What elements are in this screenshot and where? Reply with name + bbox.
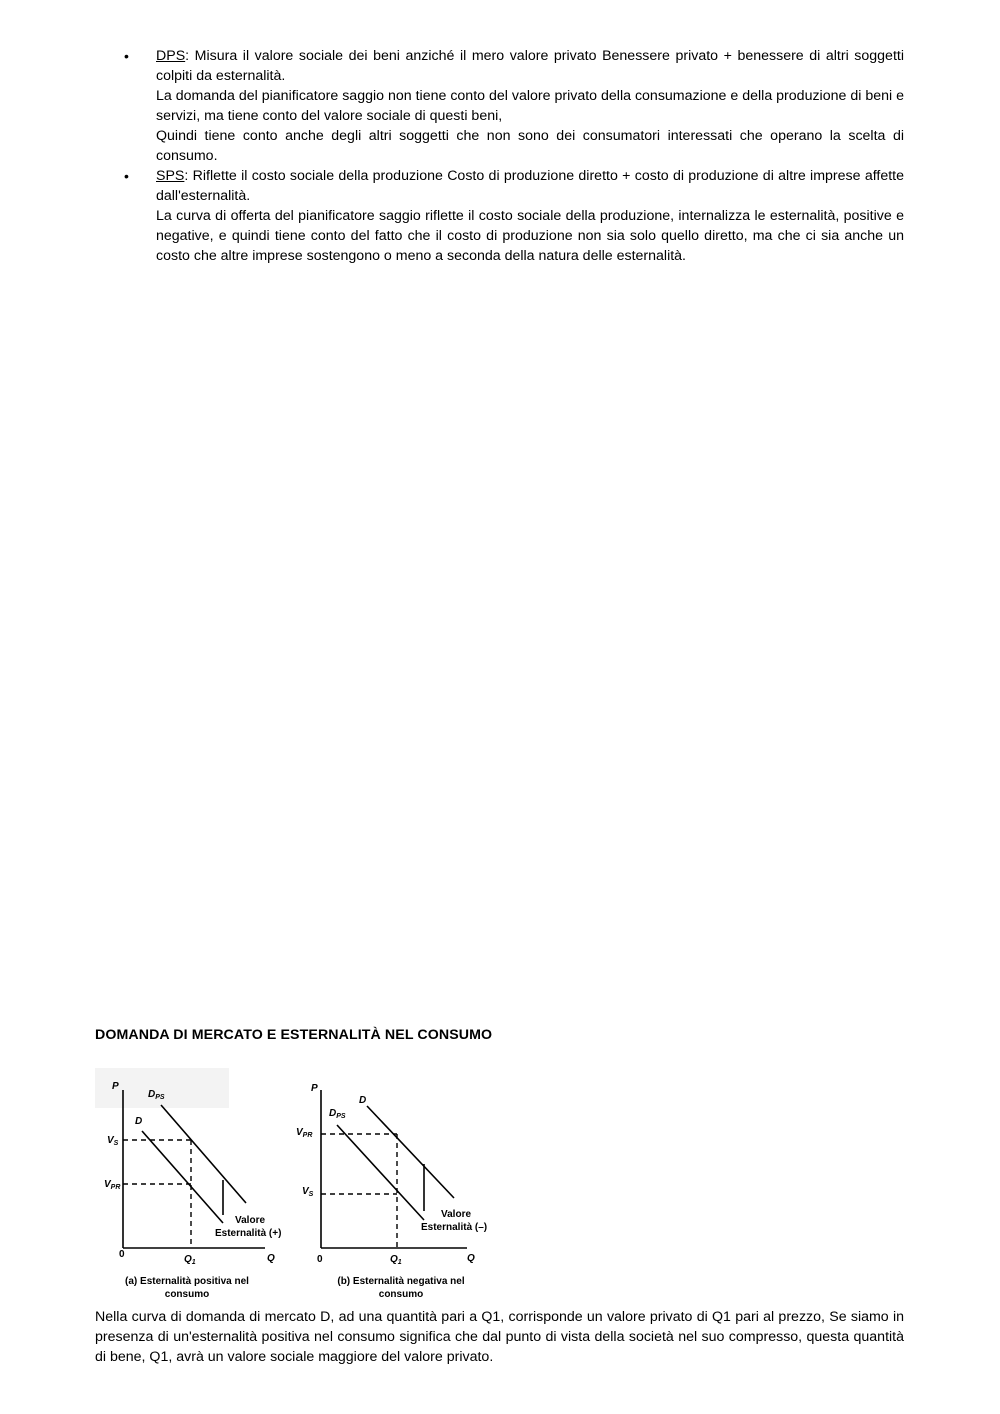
gap-label-line-2: Esternalità (–) <box>421 1222 488 1233</box>
caption-line-1: (b) Esternalità negativa nel <box>337 1276 465 1287</box>
bullet-paragraph: La curva di offerta del pianificatore saggio riflette il costo sociale della produzione, internalizza le esternalità, positive e negative, e quindi tiene conto del fatto che il costo di produzione non sia solo quello diretto, ma che ci sia anche un costo che altre imprese sostengono o meno a seconda della natura delle esternalità. <box>156 208 904 264</box>
bullet-term: SPS <box>156 168 185 184</box>
level-low-label: $V_{PR}$ <box>104 1179 121 1191</box>
y-axis-label: P <box>311 1083 318 1094</box>
bullet-lead-text: : Misura il valore sociale dei beni anziché il mero valore privato <box>185 48 603 64</box>
x-axis-label: Q <box>467 1253 475 1264</box>
bullet-dot: • <box>124 48 129 64</box>
bullet-lead-text: : Riflette il costo sociale della produzione <box>184 168 448 184</box>
x-axis-label: Q <box>267 1253 275 1264</box>
bullet-list <box>0 46 1000 266</box>
quantity-label: $Q_1$ <box>390 1254 402 1266</box>
bullet-term: DPS <box>156 48 186 64</box>
bullet-item-dps <box>0 46 1000 166</box>
bullet-body <box>156 166 904 266</box>
panel-a <box>95 1068 281 1300</box>
bullet-body <box>156 46 904 166</box>
caption-line-1: (a) Esternalità positiva nel <box>125 1276 249 1287</box>
bullet-lead-end: Benessere privato + benessere di altri soggetti colpiti da esternalità. <box>156 48 904 84</box>
bullet-lead <box>156 46 904 86</box>
gap-label-line-1: Valore <box>441 1209 472 1220</box>
externality-figure <box>95 1068 500 1304</box>
bullet-paragraph: La domanda del pianificatore saggio non tiene conto del valore privato della consumazione e della produzione di beni e servizi, ma tiene conto del valore sociale di questi beni, <box>156 88 904 124</box>
bullet-lead <box>156 166 904 206</box>
closing-paragraph: Nella curva di domanda di mercato D, ad una quantità pari a Q1, corrisponde un valore privato di Q1 pari al prezzo, Se siamo in presenza di un'esternalità positiva nel consumo significa che dal punto di vista della società nel suo compresso, questa quantità di bene, Q1, avrà un valore sociale maggiore del valore privato. <box>95 1309 904 1365</box>
panel-b <box>296 1083 487 1300</box>
bullet-dot: • <box>124 168 129 184</box>
y-axis-label: P <box>112 1081 119 1092</box>
curve-dps-label: $D_{PS}$ <box>148 1089 165 1101</box>
bullet-paragraph: Quindi tiene conto anche degli altri soggetti che non sono dei consumatori interessati che operano la scelta di consumo. <box>156 128 904 164</box>
bullet-lead-end: Costo di produzione diretto + costo di produzione di altre imprese affette dall'esternalità. <box>156 168 905 204</box>
curve-dps <box>337 1125 424 1220</box>
level-high-label: $V_{PR}$ <box>296 1127 313 1139</box>
externality-diagram <box>95 1068 500 1304</box>
caption-line-2: consumo <box>378 1289 424 1300</box>
curve-d-label: D <box>359 1095 367 1106</box>
origin-label: 0 <box>317 1254 323 1265</box>
quantity-label: $Q_1$ <box>184 1254 196 1266</box>
bullet-item-sps <box>0 166 1000 266</box>
curve-dps-label: $D_{PS}$ <box>329 1108 346 1120</box>
level-high-label: $V_S$ <box>107 1135 119 1147</box>
curve-d <box>367 1106 454 1198</box>
origin-label: 0 <box>119 1249 125 1260</box>
gap-label-line-1: Valore <box>235 1215 266 1226</box>
level-low-label: $V_S$ <box>302 1186 314 1198</box>
caption-line-2: consumo <box>164 1289 210 1300</box>
section-heading: DOMANDA DI MERCATO E ESTERNALITÀ NEL CONSUMO <box>95 1027 493 1043</box>
curve-d-label: D <box>135 1116 143 1127</box>
curve-d <box>142 1131 223 1223</box>
gap-label-line-2: Esternalità (+) <box>215 1228 282 1239</box>
curve-dps <box>161 1105 246 1203</box>
